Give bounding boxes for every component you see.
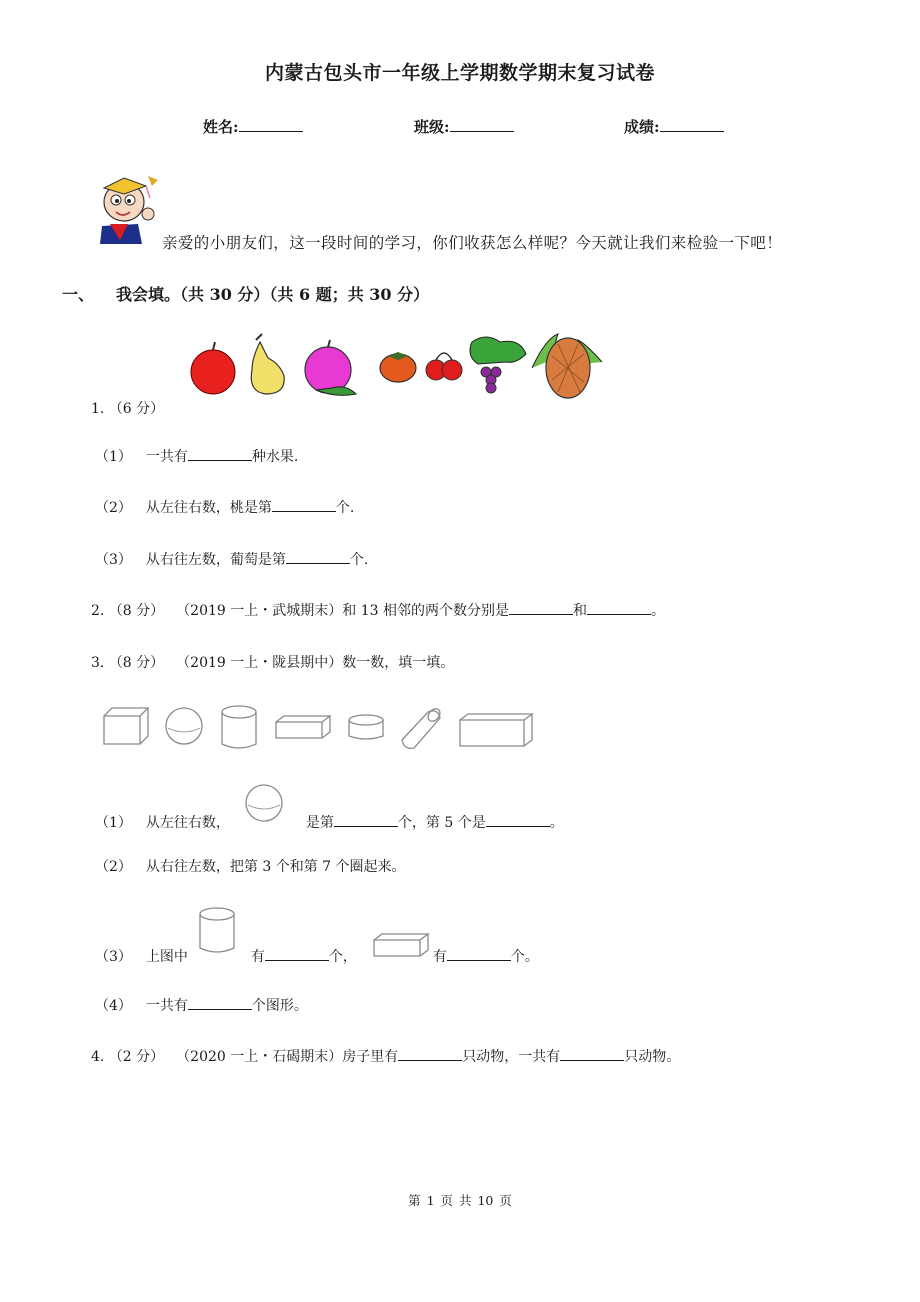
question-1-label: 1. （6 分） bbox=[91, 401, 165, 417]
question-text: 和 bbox=[572, 603, 587, 619]
question-source: （2019 一上・武城期末） bbox=[176, 603, 343, 619]
class-field bbox=[414, 116, 514, 137]
score-blank[interactable] bbox=[660, 117, 724, 132]
short-cylinder-icon bbox=[349, 715, 383, 739]
score-label: 成绩: bbox=[624, 118, 660, 136]
question-source: （2019 一上・陇县期中） bbox=[176, 655, 343, 671]
sub-text: 个， bbox=[328, 949, 357, 965]
sub-text: 上图中 bbox=[145, 949, 188, 965]
answer-blank[interactable] bbox=[334, 812, 398, 827]
sub-number: （2） bbox=[95, 859, 132, 875]
sub-text: 个图形。 bbox=[251, 998, 308, 1014]
answer-blank[interactable] bbox=[447, 946, 511, 961]
cherry-icon bbox=[426, 353, 462, 380]
sub-number: （1） bbox=[95, 449, 132, 465]
q1-subquestion-2 bbox=[95, 497, 354, 517]
question-2 bbox=[91, 600, 665, 620]
q3-subquestion-2 bbox=[95, 856, 406, 876]
answer-blank[interactable] bbox=[188, 446, 252, 461]
sub-number: （2） bbox=[95, 500, 132, 516]
sub-text: 。 bbox=[549, 815, 564, 831]
cube-icon bbox=[104, 708, 148, 744]
question-text: 只动物。 bbox=[624, 1049, 681, 1065]
cuboid-icon bbox=[276, 716, 330, 738]
answer-blank[interactable] bbox=[587, 600, 651, 615]
sub-number: （4） bbox=[95, 998, 132, 1014]
question-3 bbox=[91, 652, 454, 672]
q1-subquestion-3 bbox=[95, 549, 368, 569]
answer-blank[interactable] bbox=[286, 549, 350, 564]
question-4 bbox=[91, 1046, 680, 1066]
sub-text: 个. bbox=[335, 500, 355, 516]
score-field bbox=[624, 116, 724, 137]
question-label: 2. （8 分） bbox=[91, 603, 165, 619]
sub-number: （1） bbox=[95, 815, 132, 831]
cuboid-icon bbox=[372, 930, 430, 958]
tilted-cylinder-icon bbox=[402, 706, 442, 748]
sub-text: 有 bbox=[250, 949, 265, 965]
name-label: 姓名: bbox=[203, 118, 239, 136]
sub-text: 种水果. bbox=[251, 449, 299, 465]
cylinder-icon bbox=[222, 706, 256, 748]
cylinder-icon bbox=[196, 906, 238, 956]
answer-blank[interactable] bbox=[560, 1046, 624, 1061]
apple-icon bbox=[191, 342, 235, 394]
page-footer: 第 1 页 共 10 页 bbox=[408, 1193, 512, 1208]
sub-number: （3） bbox=[95, 552, 132, 568]
question-label: 3. （8 分） bbox=[91, 655, 165, 671]
section-title: 我会填。（共 30 分）（共 6 题；共 30 分） bbox=[116, 285, 430, 304]
sub-text: 个。 bbox=[510, 949, 539, 965]
persimmon-icon bbox=[380, 352, 416, 382]
sub-text: 个，第 5 个是 bbox=[397, 815, 486, 831]
section-heading bbox=[62, 282, 429, 305]
fruit-row bbox=[186, 328, 606, 402]
answer-blank[interactable] bbox=[509, 600, 573, 615]
sub-number: （3） bbox=[95, 949, 132, 965]
question-text: 只动物，一共有 bbox=[462, 1049, 561, 1065]
answer-blank[interactable] bbox=[486, 812, 550, 827]
sphere-icon bbox=[166, 708, 202, 744]
class-blank[interactable] bbox=[450, 117, 514, 132]
sub-text: 有 bbox=[432, 949, 447, 965]
section-number: 一、 bbox=[62, 285, 95, 304]
class-label: 班级: bbox=[414, 118, 450, 136]
sphere-icon bbox=[243, 783, 285, 825]
q3-subquestion-1 bbox=[95, 812, 564, 832]
sub-text: 从左往右数， bbox=[145, 815, 230, 831]
sub-text: 从左往右数，桃是第 bbox=[145, 500, 272, 516]
sub-text: 从右往左数，葡萄是第 bbox=[145, 552, 286, 568]
answer-blank[interactable] bbox=[188, 995, 252, 1010]
long-cuboid-icon bbox=[460, 714, 532, 746]
page-title: 内蒙古包头市一年级上学期数学期末复习试卷 bbox=[264, 62, 655, 84]
grape-icon bbox=[470, 337, 526, 393]
question-text: 数一数，填一填。 bbox=[342, 655, 455, 671]
q3-subquestion-3 bbox=[95, 946, 539, 966]
name-field bbox=[203, 116, 303, 137]
pineapple-icon bbox=[532, 334, 602, 398]
pear-icon bbox=[251, 334, 284, 394]
name-blank[interactable] bbox=[239, 117, 303, 132]
question-text: 。 bbox=[650, 603, 665, 619]
q1-subquestion-1 bbox=[95, 446, 298, 466]
answer-blank[interactable] bbox=[272, 497, 336, 512]
question-text: 房子里有 bbox=[342, 1049, 399, 1065]
question-text: 和 13 相邻的两个数分别是 bbox=[342, 603, 509, 619]
sub-text: 一共有 bbox=[145, 998, 188, 1014]
shape-row bbox=[100, 704, 536, 754]
question-source: （2020 一上・石碣期末） bbox=[176, 1049, 343, 1065]
answer-blank[interactable] bbox=[398, 1046, 462, 1061]
cartoon-professor-icon bbox=[92, 168, 168, 246]
q3-subquestion-4 bbox=[95, 995, 308, 1015]
question-label: 4. （2 分） bbox=[91, 1049, 165, 1065]
peach-icon bbox=[305, 340, 356, 395]
sub-text: 一共有 bbox=[145, 449, 188, 465]
answer-blank[interactable] bbox=[265, 946, 329, 961]
sub-text: 从右往左数，把第 3 个和第 7 个圈起来。 bbox=[145, 859, 406, 875]
greeting-text: 亲爱的小朋友们，这一段时间的学习，你们收获怎么样呢？今天就让我们来检验一下吧！ bbox=[162, 234, 783, 252]
sub-text: 是第 bbox=[305, 815, 334, 831]
sub-text: 个. bbox=[349, 552, 369, 568]
